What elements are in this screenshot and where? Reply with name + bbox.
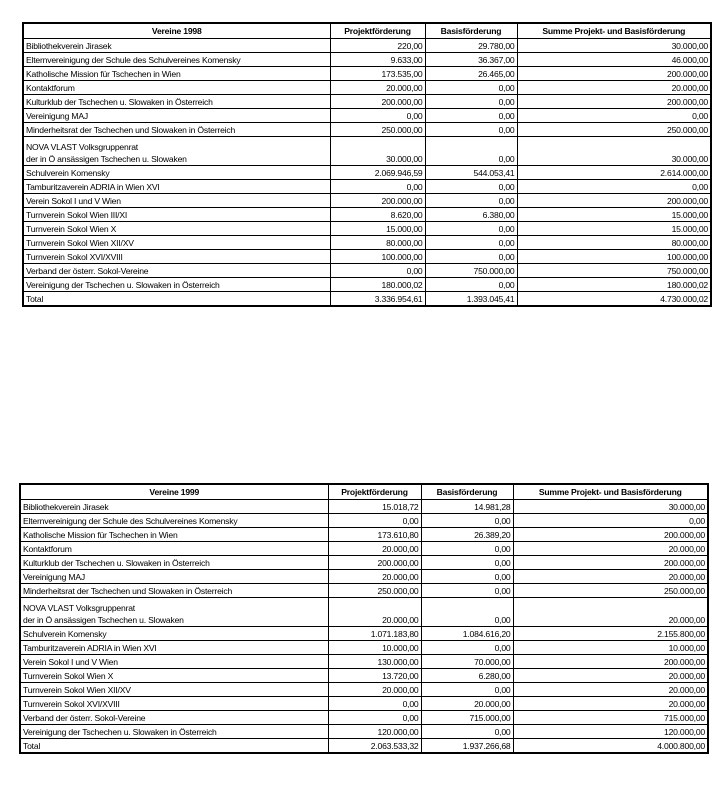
verein-name-cell xyxy=(20,598,328,627)
summe-cell: 200.000,00 xyxy=(513,528,708,542)
summe-cell: 750.000,00 xyxy=(517,264,711,278)
projektfoerderung-cell: 0,00 xyxy=(328,697,421,711)
verein-name-cell xyxy=(23,250,330,264)
basisfoerderung-cell: 0,00 xyxy=(421,514,513,528)
verein-name-cell xyxy=(20,542,328,556)
header-projektfoerderung: Projektförderung xyxy=(330,23,425,39)
basisfoerderung-cell: 20.000,00 xyxy=(421,697,513,711)
header-summe: Summe Projekt- und Basisförderung xyxy=(513,484,708,500)
basisfoerderung-cell: 29.780,00 xyxy=(425,39,517,53)
table-row xyxy=(20,598,708,627)
verein-name-cell xyxy=(20,683,328,697)
table-row xyxy=(23,236,711,250)
projektfoerderung-cell: 173.535,00 xyxy=(330,67,425,81)
basisfoerderung-cell: 0,00 xyxy=(425,81,517,95)
projektfoerderung-cell: 10.000,00 xyxy=(328,641,421,655)
verein-name-cell xyxy=(20,627,328,641)
summe-cell: 20.000,00 xyxy=(513,683,708,697)
table-row xyxy=(23,39,711,53)
table-row xyxy=(23,53,711,67)
projektfoerderung-cell: 2.069.946,59 xyxy=(330,166,425,180)
verein-name: Minderheitsrat der Tschechen und Slowaken in Österreich xyxy=(23,586,233,596)
table-row xyxy=(20,528,708,542)
summe-cell: 200.000,00 xyxy=(517,194,711,208)
summe-cell: 180.000,02 xyxy=(517,278,711,292)
summe-cell: 4.730.000,02 xyxy=(517,292,711,307)
summe-cell: 0,00 xyxy=(517,180,711,194)
table-header-row xyxy=(23,23,711,39)
verein-name: Verein Sokol I und V Wien xyxy=(23,657,118,667)
summe-cell: 10.000,00 xyxy=(513,641,708,655)
verein-name-cell xyxy=(20,584,328,598)
verein-name: Turnverein Sokol Wien X xyxy=(26,224,117,234)
summe-cell: 30.000,00 xyxy=(517,137,711,166)
verein-name-cell xyxy=(23,194,330,208)
verein-name: Tamburitzaverein ADRIA in Wien XVI xyxy=(23,643,157,653)
verein-name-cell xyxy=(20,641,328,655)
summe-cell: 80.000,00 xyxy=(517,236,711,250)
summe-cell: 20.000,00 xyxy=(513,542,708,556)
header-basisfoerderung: Basisförderung xyxy=(425,23,517,39)
basisfoerderung-cell: 70.000,00 xyxy=(421,655,513,669)
table-row xyxy=(23,208,711,222)
table-row xyxy=(20,542,708,556)
basisfoerderung-cell: 0,00 xyxy=(421,542,513,556)
funding-table-1999 xyxy=(19,483,709,754)
verein-name: Turnverein Sokol Wien XII/XV xyxy=(26,238,134,248)
basisfoerderung-cell: 1.937.266,68 xyxy=(421,739,513,754)
projektfoerderung-cell: 8.620,00 xyxy=(330,208,425,222)
verein-name-cell xyxy=(23,278,330,292)
verein-name: Verein Sokol I und V Wien xyxy=(26,196,121,206)
projektfoerderung-cell: 120.000,00 xyxy=(328,725,421,739)
projektfoerderung-cell: 0,00 xyxy=(330,180,425,194)
verein-name-line1: NOVA VLAST Volksgruppenrat xyxy=(23,603,135,613)
summe-cell: 15.000,00 xyxy=(517,222,711,236)
basisfoerderung-cell: 26.389,20 xyxy=(421,528,513,542)
verein-name-line1: NOVA VLAST Volksgruppenrat xyxy=(26,142,138,152)
summe-cell: 2.155.800,00 xyxy=(513,627,708,641)
table-row xyxy=(23,222,711,236)
summe-cell: 2.614.000,00 xyxy=(517,166,711,180)
verein-name: Vereinigung MAJ xyxy=(26,111,88,121)
basisfoerderung-cell: 0,00 xyxy=(425,180,517,194)
basisfoerderung-cell: 26.465,00 xyxy=(425,67,517,81)
verein-name: Verband der österr. Sokol-Vereine xyxy=(26,266,149,276)
table-row xyxy=(20,556,708,570)
verein-name-line2: der in Ö ansässigen Tschechen u. Slowaken xyxy=(23,615,184,625)
basisfoerderung-cell: 6.280,00 xyxy=(421,669,513,683)
basisfoerderung-cell: 544.053,41 xyxy=(425,166,517,180)
verein-name: Verband der österr. Sokol-Vereine xyxy=(23,713,146,723)
table-row xyxy=(20,584,708,598)
verein-name: Vereinigung der Tschechen u. Slowaken in Österreich xyxy=(23,727,217,737)
table-row xyxy=(20,514,708,528)
table-row xyxy=(20,683,708,697)
total-row xyxy=(20,739,708,754)
verein-name: Vereinigung MAJ xyxy=(23,572,85,582)
verein-name-cell xyxy=(20,655,328,669)
projektfoerderung-cell: 80.000,00 xyxy=(330,236,425,250)
projektfoerderung-cell: 173.610,80 xyxy=(328,528,421,542)
header-basisfoerderung: Basisförderung xyxy=(421,484,513,500)
summe-cell: 250.000,00 xyxy=(517,123,711,137)
summe-cell: 0,00 xyxy=(513,514,708,528)
projektfoerderung-cell: 20.000,00 xyxy=(328,570,421,584)
projektfoerderung-cell: 180.000,02 xyxy=(330,278,425,292)
summe-cell: 250.000,00 xyxy=(513,584,708,598)
header-projektfoerderung: Projektförderung xyxy=(328,484,421,500)
projektfoerderung-cell: 250.000,00 xyxy=(328,584,421,598)
projektfoerderung-cell: 15.018,72 xyxy=(328,500,421,514)
verein-name-cell xyxy=(23,180,330,194)
verein-name: Katholische Mission für Tschechen in Wien xyxy=(26,69,181,79)
projektfoerderung-cell: 100.000,00 xyxy=(330,250,425,264)
summe-cell: 30.000,00 xyxy=(513,500,708,514)
projektfoerderung-cell: 250.000,00 xyxy=(330,123,425,137)
basisfoerderung-cell: 14.981,28 xyxy=(421,500,513,514)
basisfoerderung-cell: 0,00 xyxy=(421,598,513,627)
summe-cell: 120.000,00 xyxy=(513,725,708,739)
basisfoerderung-cell: 0,00 xyxy=(421,641,513,655)
verein-name-cell xyxy=(20,725,328,739)
summe-cell: 200.000,00 xyxy=(517,95,711,109)
table-row xyxy=(20,500,708,514)
summe-cell: 30.000,00 xyxy=(517,39,711,53)
basisfoerderung-cell: 1.393.045,41 xyxy=(425,292,517,307)
table-row xyxy=(20,570,708,584)
basisfoerderung-cell: 0,00 xyxy=(425,236,517,250)
header-vereine: Vereine 1999 xyxy=(20,484,328,500)
basisfoerderung-cell: 0,00 xyxy=(425,194,517,208)
funding-table-1998 xyxy=(22,22,712,307)
projektfoerderung-cell: 0,00 xyxy=(328,711,421,725)
basisfoerderung-cell: 6.380,00 xyxy=(425,208,517,222)
verein-name-cell xyxy=(20,669,328,683)
verein-name-cell xyxy=(20,697,328,711)
verein-name-cell xyxy=(23,53,330,67)
verein-name: Tamburitzaverein ADRIA in Wien XVI xyxy=(26,182,160,192)
projektfoerderung-cell: 220,00 xyxy=(330,39,425,53)
summe-cell: 0,00 xyxy=(517,109,711,123)
verein-name: Bibliothekverein Jirasek xyxy=(26,41,112,51)
summe-cell: 4.000.800,00 xyxy=(513,739,708,754)
verein-name-cell xyxy=(23,39,330,53)
table-row xyxy=(20,725,708,739)
verein-name-cell xyxy=(20,711,328,725)
summe-cell: 200.000,00 xyxy=(513,556,708,570)
verein-name-cell xyxy=(23,292,330,307)
basisfoerderung-cell: 0,00 xyxy=(421,556,513,570)
projektfoerderung-cell: 20.000,00 xyxy=(328,542,421,556)
projektfoerderung-cell: 20.000,00 xyxy=(328,598,421,627)
verein-name-line2: der in Ö ansässigen Tschechen u. Slowaken xyxy=(26,154,187,164)
verein-name: Katholische Mission für Tschechen in Wien xyxy=(23,530,178,540)
verein-name: Bibliothekverein Jirasek xyxy=(23,502,109,512)
projektfoerderung-cell: 0,00 xyxy=(330,264,425,278)
summe-cell: 20.000,00 xyxy=(513,570,708,584)
summe-cell: 715.000,00 xyxy=(513,711,708,725)
verein-name: Minderheitsrat der Tschechen und Slowaken in Österreich xyxy=(26,125,236,135)
verein-name: Turnverein Sokol XVI/XVIII xyxy=(26,252,123,262)
basisfoerderung-cell: 0,00 xyxy=(425,95,517,109)
verein-name-cell xyxy=(23,67,330,81)
basisfoerderung-cell: 0,00 xyxy=(421,584,513,598)
table-row xyxy=(23,123,711,137)
verein-name-cell xyxy=(20,514,328,528)
verein-name: Turnverein Sokol XVI/XVIII xyxy=(23,699,120,709)
basisfoerderung-cell: 715.000,00 xyxy=(421,711,513,725)
table-row xyxy=(20,641,708,655)
verein-name: Turnverein Sokol Wien III/XI xyxy=(26,210,128,220)
projektfoerderung-cell: 1.071.183,80 xyxy=(328,627,421,641)
basisfoerderung-cell: 36.367,00 xyxy=(425,53,517,67)
basisfoerderung-cell: 0,00 xyxy=(425,278,517,292)
verein-name-cell xyxy=(20,739,328,754)
table-row xyxy=(23,250,711,264)
projektfoerderung-cell: 200.000,00 xyxy=(328,556,421,570)
basisfoerderung-cell: 0,00 xyxy=(421,683,513,697)
basisfoerderung-cell: 0,00 xyxy=(421,725,513,739)
table-row xyxy=(23,81,711,95)
verein-name-cell xyxy=(23,137,330,166)
projektfoerderung-cell: 20.000,00 xyxy=(330,81,425,95)
verein-name: Schulverein Komensky xyxy=(23,629,107,639)
verein-name: Kontaktforum xyxy=(26,83,75,93)
projektfoerderung-cell: 20.000,00 xyxy=(328,683,421,697)
basisfoerderung-cell: 0,00 xyxy=(425,222,517,236)
summe-cell: 15.000,00 xyxy=(517,208,711,222)
table-row xyxy=(20,697,708,711)
total-row xyxy=(23,292,711,307)
table-row xyxy=(23,278,711,292)
summe-cell: 20.000,00 xyxy=(513,697,708,711)
verein-name-cell xyxy=(23,166,330,180)
projektfoerderung-cell: 130.000,00 xyxy=(328,655,421,669)
verein-name: Elternvereinigung der Schule des Schulvereines Komensky xyxy=(23,516,238,526)
verein-name-cell xyxy=(23,123,330,137)
table-row xyxy=(20,627,708,641)
table-row xyxy=(23,194,711,208)
table-row xyxy=(23,166,711,180)
verein-name-cell xyxy=(23,109,330,123)
projektfoerderung-cell: 9.633,00 xyxy=(330,53,425,67)
summe-cell: 20.000,00 xyxy=(513,669,708,683)
verein-name: Schulverein Komensky xyxy=(26,168,110,178)
verein-name: Total xyxy=(26,294,44,304)
basisfoerderung-cell: 750.000,00 xyxy=(425,264,517,278)
summe-cell: 100.000,00 xyxy=(517,250,711,264)
verein-name-cell xyxy=(20,528,328,542)
verein-name-cell xyxy=(23,264,330,278)
table-row xyxy=(23,180,711,194)
verein-name: Turnverein Sokol Wien XII/XV xyxy=(23,685,131,695)
verein-name: Elternvereinigung der Schule des Schulvereines Komensky xyxy=(26,55,241,65)
verein-name: Kulturklub der Tschechen u. Slowaken in Österreich xyxy=(23,558,210,568)
summe-cell: 20.000,00 xyxy=(513,598,708,627)
basisfoerderung-cell: 0,00 xyxy=(421,570,513,584)
projektfoerderung-cell: 200.000,00 xyxy=(330,194,425,208)
projektfoerderung-cell: 200.000,00 xyxy=(330,95,425,109)
basisfoerderung-cell: 1.084.616,20 xyxy=(421,627,513,641)
table-row xyxy=(23,109,711,123)
header-vereine: Vereine 1998 xyxy=(23,23,330,39)
verein-name: Kulturklub der Tschechen u. Slowaken in Österreich xyxy=(26,97,213,107)
verein-name: Total xyxy=(23,741,41,751)
table-row xyxy=(23,95,711,109)
table-row xyxy=(23,137,711,166)
summe-cell: 200.000,00 xyxy=(513,655,708,669)
verein-name-cell xyxy=(20,500,328,514)
verein-name-cell xyxy=(23,95,330,109)
projektfoerderung-cell: 15.000,00 xyxy=(330,222,425,236)
summe-cell: 200.000,00 xyxy=(517,67,711,81)
verein-name-cell xyxy=(23,236,330,250)
table-row xyxy=(20,655,708,669)
verein-name-cell xyxy=(23,81,330,95)
verein-name: Kontaktforum xyxy=(23,544,72,554)
basisfoerderung-cell: 0,00 xyxy=(425,137,517,166)
verein-name-cell xyxy=(23,208,330,222)
basisfoerderung-cell: 0,00 xyxy=(425,250,517,264)
table-row xyxy=(23,67,711,81)
projektfoerderung-cell: 0,00 xyxy=(328,514,421,528)
table-row xyxy=(20,669,708,683)
projektfoerderung-cell: 13.720,00 xyxy=(328,669,421,683)
verein-name: Turnverein Sokol Wien X xyxy=(23,671,114,681)
basisfoerderung-cell: 0,00 xyxy=(425,109,517,123)
verein-name-cell xyxy=(20,556,328,570)
projektfoerderung-cell: 0,00 xyxy=(330,109,425,123)
projektfoerderung-cell: 2.063.533,32 xyxy=(328,739,421,754)
basisfoerderung-cell: 0,00 xyxy=(425,123,517,137)
verein-name: Vereinigung der Tschechen u. Slowaken in Österreich xyxy=(26,280,220,290)
verein-name-cell xyxy=(23,222,330,236)
projektfoerderung-cell: 3.336.954,61 xyxy=(330,292,425,307)
projektfoerderung-cell: 30.000,00 xyxy=(330,137,425,166)
header-summe: Summe Projekt- und Basisförderung xyxy=(517,23,711,39)
summe-cell: 46.000,00 xyxy=(517,53,711,67)
table-row xyxy=(20,711,708,725)
table-row xyxy=(23,264,711,278)
summe-cell: 20.000,00 xyxy=(517,81,711,95)
table-header-row xyxy=(20,484,708,500)
verein-name-cell xyxy=(20,570,328,584)
